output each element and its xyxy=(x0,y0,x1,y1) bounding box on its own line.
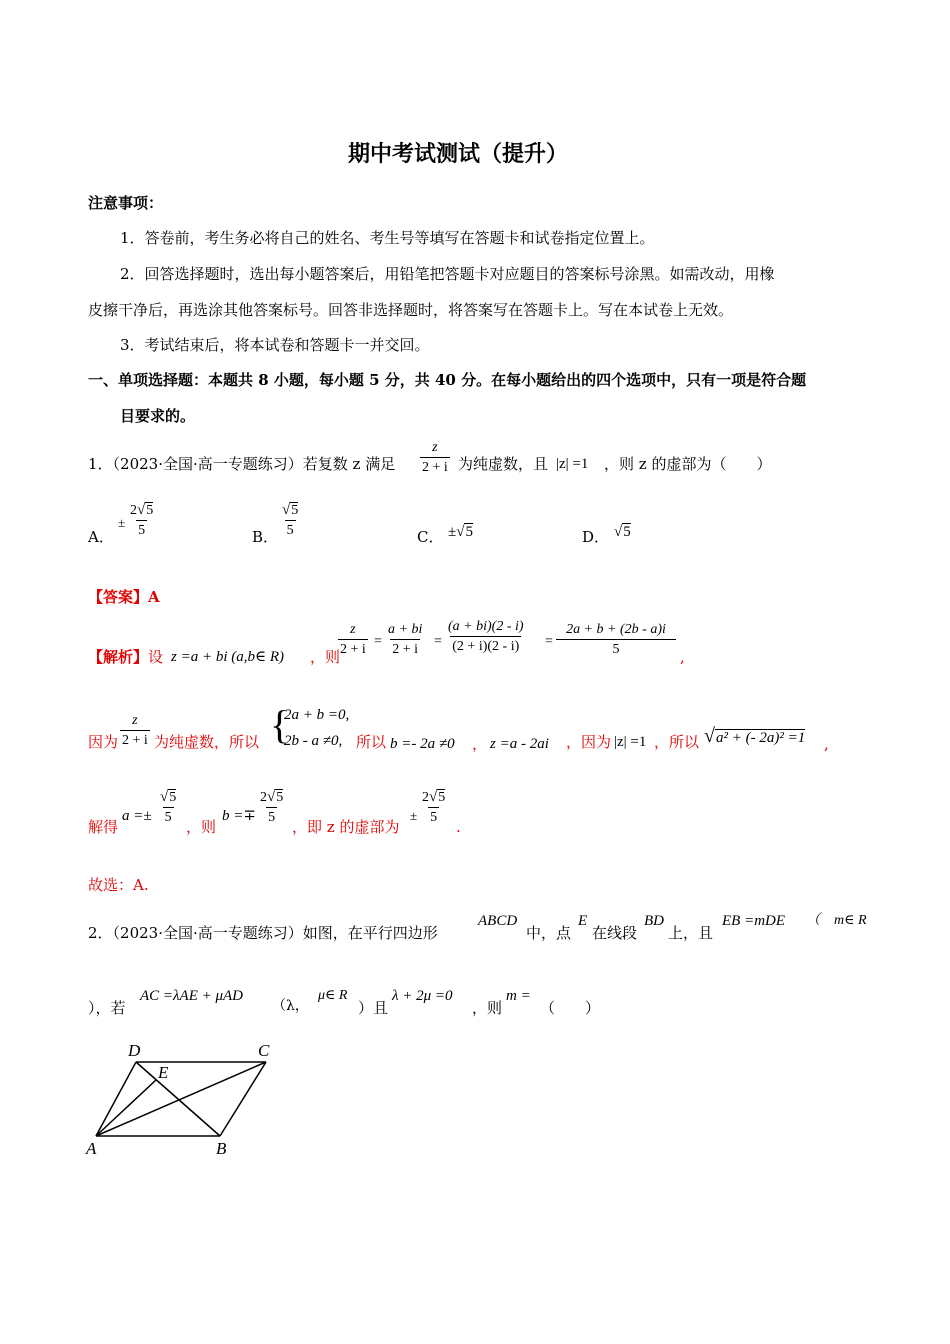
mod-expr: |z| =1 xyxy=(614,734,647,750)
because-label: 因为 xyxy=(88,733,119,751)
notice-item-2: 2．回答选择题时，选出每小题答案后，用铅笔把答题卡对应题目的答案标号涂黑。如需改动，用橡 xyxy=(120,265,775,283)
a-expr: a =± xyxy=(122,808,152,824)
imag-text: ，即 z 的虚部为 xyxy=(292,818,400,836)
q2-ac: AC =λAE + μAD xyxy=(140,988,244,1004)
final-answer: 故选：A. xyxy=(88,876,149,894)
system-brace: { xyxy=(270,702,290,747)
q2-m: m = xyxy=(506,988,531,1004)
q2-and: ）且 xyxy=(358,999,389,1017)
b-expr: b =- 2a ≠0 xyxy=(390,736,455,752)
option-d-label: D． xyxy=(582,528,610,546)
a-frac: $\frac{√5}{5}$ xyxy=(160,789,177,825)
period: . xyxy=(456,818,461,836)
q2-mid2: 在线段 xyxy=(592,924,638,942)
q1-fraction xyxy=(420,440,450,475)
diagonal-ac xyxy=(96,1062,266,1136)
so2-label: ，所以 xyxy=(654,733,700,751)
answer-label: 【答案】A xyxy=(88,588,160,606)
analysis-frac-3: $\frac{(a + bi)(2 - i)}{(2 + i)(2 - i)}$ xyxy=(448,619,524,654)
comma-2: , xyxy=(824,735,829,753)
z-expr: z =a - 2ai xyxy=(490,736,549,752)
q1-prefix: 1．（2023·全国·高一专题练习）若复数 z 满足 xyxy=(88,455,396,473)
analysis-frac-2: $\frac{a + bi}{2 + i}$ xyxy=(388,622,423,657)
sqrt-expr: √a² + (- 2a)² =1 xyxy=(704,725,806,747)
label-b: B xyxy=(216,1139,227,1158)
q2-rel: λ + 2μ =0 xyxy=(392,988,453,1004)
analysis-then: ，则 xyxy=(310,648,341,666)
edge-da xyxy=(96,1062,136,1136)
q2-mid1: 中，点 xyxy=(526,924,572,942)
diagonal-bd xyxy=(136,1062,220,1136)
q2-then: ，则 xyxy=(472,999,503,1017)
analysis-set-expr: z =a + bi (a,b∈ R) xyxy=(171,649,285,665)
notice-item-2-cont: 皮擦干净后，再选涂其他答案标号。回答非选择题时，将答案写在答题卡上。写在本试卷上无效。 xyxy=(88,301,734,319)
solve-label: 解得 xyxy=(88,818,119,836)
b2-expr: b =∓ xyxy=(222,808,256,824)
option-c-label: C． xyxy=(417,528,444,546)
q2-mu: μ∈ R xyxy=(318,988,348,1003)
label-c: C xyxy=(258,1041,270,1060)
page-title: 期中考试测试（提升） xyxy=(348,141,569,167)
label-a: A xyxy=(86,1139,97,1158)
section-header-cont: 目要求的。 xyxy=(120,407,196,425)
option-b-label: B． xyxy=(252,528,279,546)
option-d-value: √5 xyxy=(614,524,631,540)
sqrt-content: a² + (- 2a)² =1 xyxy=(715,730,806,746)
q1-abs-expr: |z| =1 xyxy=(556,456,589,472)
eq-sign: = xyxy=(434,634,442,649)
analysis-frac-4: $\frac{2a + b + (2b - a)i}{5}$ xyxy=(556,622,676,657)
because2-label: ，因为 xyxy=(566,733,612,751)
edge-bc xyxy=(220,1062,266,1136)
analysis-frac-1: $\frac{z}{2 + i}$ xyxy=(340,622,366,657)
eq-sign: = xyxy=(545,634,553,649)
imag-frac: $\frac{2√5}{5}$ xyxy=(422,789,446,825)
q2-bd: BD xyxy=(644,913,664,929)
notice-heading: 注意事项： xyxy=(88,194,164,212)
analysis-comma: , xyxy=(680,648,685,666)
q2-eb: EB =mDE xyxy=(722,913,786,929)
option-a-value: ± $\frac{2√5}{5}$ xyxy=(118,502,154,538)
q2-e: E xyxy=(578,913,588,929)
q2-prefix: 2．（2023·全国·高一专题练习）如图，在平行四边形 xyxy=(88,924,438,942)
q1-frac-num: z xyxy=(432,440,438,455)
q2-paren: （λ， xyxy=(272,998,309,1014)
label-d: D xyxy=(128,1041,141,1060)
option-c-value: ±√5 xyxy=(448,524,473,540)
q1-frac-den: 2 + i xyxy=(420,457,450,475)
q2-line2-start: ），若 xyxy=(88,999,126,1017)
system-eq-2: 2b - a ≠0, xyxy=(284,733,343,749)
analysis-label: 【解析】设 xyxy=(88,648,164,666)
notice-item-1: 1．答卷前，考生务必将自己的姓名、考生号等填写在答题卡和试卷指定位置上。 xyxy=(120,229,655,247)
parallelogram-figure xyxy=(80,1038,280,1163)
b2-frac: $\frac{2√5}{5}$ xyxy=(260,789,284,825)
q2-mid3: 上，且 xyxy=(668,924,714,942)
q2-abcd: ABCD xyxy=(478,913,518,929)
label-e: E xyxy=(158,1063,169,1082)
imag-pm: ± xyxy=(410,808,418,823)
so-label: 所以 xyxy=(356,733,387,751)
system-eq-1: 2a + b =0, xyxy=(284,707,350,723)
option-b-value: $\frac{√5}{5}$ xyxy=(282,502,299,538)
comma-1: ， xyxy=(472,735,488,753)
q1-tail: ，则 z 的虚部为（ ） xyxy=(604,455,772,473)
q2-cond: （ m∈ R xyxy=(806,913,867,928)
q2-blank: （ ） xyxy=(540,999,601,1017)
eq-sign: = xyxy=(374,634,382,649)
q1-mid: 为纯虚数，且 xyxy=(458,455,549,473)
notice-item-3: 3．考试结束后，将本试卷和答题卡一并交回。 xyxy=(120,336,430,354)
because-frac: $\frac{z}{2 + i}$ xyxy=(122,713,148,748)
segment-ae xyxy=(96,1080,156,1136)
pure-imag-text: 为纯虚数，所以 xyxy=(154,733,260,751)
option-a-label: A． xyxy=(88,528,114,546)
section-header: 一、单项选择题：本题共 8 小题，每小题 5 分，共 40 分。在每小题给出的四个选项中，只有一项是符合题 xyxy=(88,371,807,389)
comma-then: ，则 xyxy=(186,818,217,836)
